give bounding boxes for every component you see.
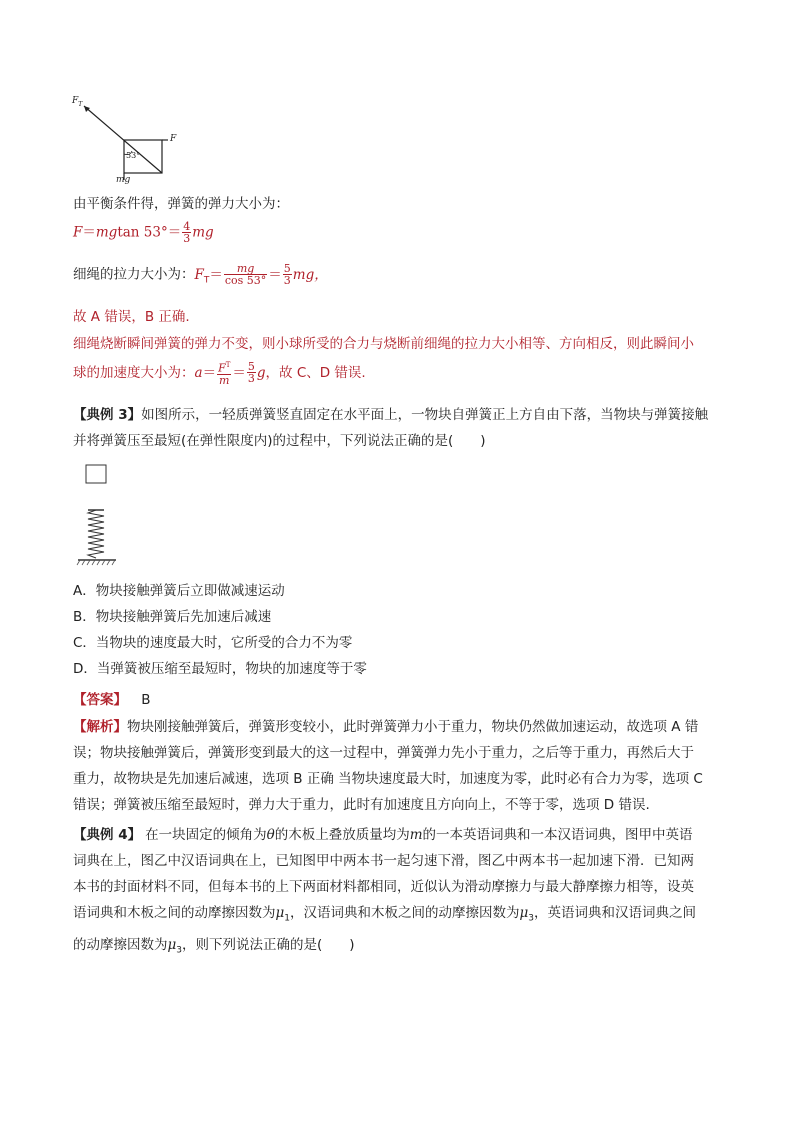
f-label: F bbox=[170, 134, 177, 144]
force-diagram bbox=[70, 96, 190, 188]
solution-line-4: 细绳烧断瞬间弹簧的弹力不变，则小球所受的合力与烧断前细绳的拉力大小相等、方向相反，则此瞬间小 bbox=[73, 336, 694, 352]
example-4-tag: 【典例 4】 bbox=[73, 827, 142, 843]
option-d: D．当弹簧被压缩至最短时，物块的加速度等于零 bbox=[73, 661, 367, 677]
example-4-question: 【典例 4】 在一块固定的倾角为θ的木板上叠放质量均为m的一本英语词典和一本汉语词典，图甲中英语 词典在上，图乙中汉语词典在上，已知图甲中两本书一起匀速下滑，图乙中两本书一起加速下滑．已知两 本书的封面材料不同，但每本书的上下两面材料都相同，近似认为滑动摩擦力与最大静摩擦力相等，设英 语词典和木板之间的动摩擦因数为$\mu_1$，汉语词典和木板之间的动摩擦因数为$\mu_3$，英语词典和汉语词典之间 的动摩擦因数为$\mu_3$，则下列说法正确的是( ) bbox=[73, 827, 697, 956]
spring-block-diagram bbox=[74, 462, 124, 572]
example-3-tag: 【典例 3】 bbox=[73, 407, 142, 423]
mg-label: mg bbox=[116, 175, 131, 185]
example-3-explanation: 【解析】物块刚接触弹簧后，弹簧形变较小，此时弹簧弹力小于重力，物块仍然做加速运动，故选项 A 错 误；物块接触弹簧后，弹簧形变到最大的这一过程中，弹簧弹力先小于重力，之后等于重力，再然后大于 重力，故物块是先加速后减速，选项 B 正确 当物块速度最大时，加速度为零，此时必有合力为零，选项 C 错误；弹簧被压缩至最短时，弹力大于重力，此时有加速度且方向向上，不等于零，选项 D 错误. bbox=[73, 719, 703, 813]
option-b: B．物块接触弹簧后先加速后减速 bbox=[73, 609, 272, 625]
solution-line-3: 故 A 错误，B 正确. bbox=[73, 309, 190, 325]
explanation-tag: 【解析】 bbox=[73, 719, 127, 735]
ft-label: $F_T$ bbox=[72, 96, 83, 108]
equation-acceleration: 球的加速度大小为：a＝ $\frac{F^T}{m}$ ＝ $\frac{5}{3}$ g，故 C、D 错误. bbox=[73, 360, 366, 387]
example-3-options bbox=[73, 578, 725, 682]
angle-label: 53° bbox=[126, 151, 141, 160]
option-a: A．物块接触弹簧后立即做减速运动 bbox=[73, 583, 285, 599]
option-c: C．当物块的速度最大时，它所受的合力不为零 bbox=[73, 635, 353, 651]
block-square bbox=[86, 465, 106, 483]
equation-spring-force: F＝mgtan 53°＝ $\frac{4}{3}$ mg bbox=[73, 220, 214, 245]
spring-block-svg bbox=[74, 462, 124, 572]
answer-tag: 【答案】 bbox=[73, 692, 127, 708]
example-3-question: 【典例 3】如图所示，一轻质弹簧竖直固定在水平面上，一物块自弹簧正上方自由下落，当物块与弹簧接触 并将弹簧压至最短(在弹性限度内)的过程中，下列说法正确的是( ) bbox=[73, 407, 709, 449]
equation-tension: 细绳的拉力大小为：$F_T=$ $\frac{mg}{\cos 53^\circ}$ ＝ $\frac{5}{3}$ mg， bbox=[73, 262, 328, 287]
answer-value: B bbox=[141, 692, 151, 708]
example-3-answer bbox=[73, 690, 733, 710]
spring-coil bbox=[88, 510, 104, 558]
solution-line-1: 由平衡条件得，弹簧的弹力大小为： bbox=[73, 196, 289, 212]
